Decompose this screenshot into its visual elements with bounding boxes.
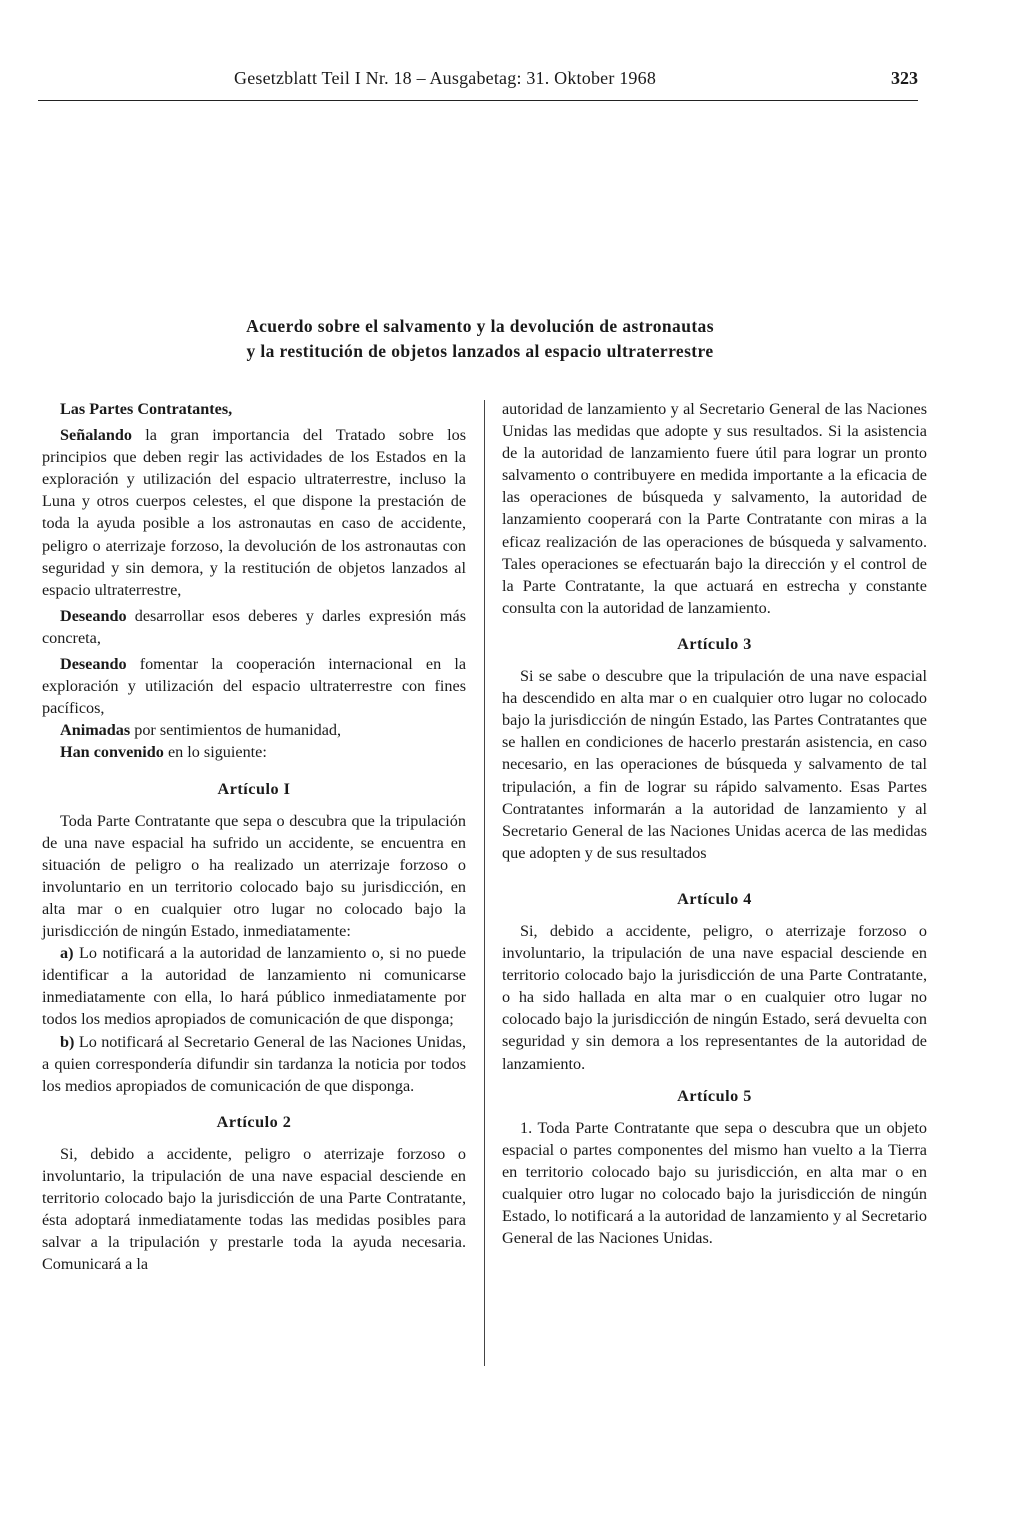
recital-4-label: Animadas bbox=[60, 721, 131, 740]
title-line-1: Acuerdo sobre el salvamento y la devolución de astronautas bbox=[246, 316, 714, 336]
article-1-text: Toda Parte Contratante que sepa o descubra que la tripulación de una nave espacial ha sufrido un accidente, se encuentra en situación de peligro o ha realizado un aterrizaje forzoso o involuntario en un territorio colocado bajo su jurisdicción, en alta mar o en cualquier otro lugar no colocado bajo la jurisdicción de ningún Estado, inmediatamente: bbox=[42, 811, 466, 941]
recital-3-label: Deseando bbox=[60, 655, 127, 674]
article-1-item-a bbox=[42, 942, 466, 1030]
column-divider bbox=[484, 400, 485, 1366]
recital-3-text: fomentar la cooperación internacional en la exploración y utilización del espacio ultraterrestre con fines pacíficos, bbox=[42, 655, 467, 718]
item-b-label: b) bbox=[60, 1032, 75, 1051]
article-3-text: Si se sabe o descubre que la tripulación de una nave espacial ha descendido en alta mar o en cualquier otro lugar no colocado bajo la jurisdicción de ningún Estado, las Partes Contratantes que se hallen en condiciones de hacerlo prestarán asistencia, en caso necesario, en las operaciones de búsqueda y salvamento de tal tripulación, a fin de lograr su rápido salvamento. Esas Partes Contratantes informarán a la autoridad de lanzamiento y al Secretario General de las Naciones Unidas acerca de las medidas que adopten y de sus resultados bbox=[502, 667, 927, 862]
contracting-parties: Las Partes Contratantes, bbox=[60, 400, 233, 418]
article-4-heading: Artículo 4 bbox=[677, 889, 752, 908]
recital-2-text: desarrollar esos deberes y darles expresión más concreta, bbox=[42, 606, 466, 647]
recital-5-label: Han convenido bbox=[60, 743, 164, 762]
recital-1-text: la gran importancia del Tratado sobre los principios que deben regir las actividades de los Estados en la exploración y utilización del espacio ultraterrestre, incluso la Luna y otros cuerpos celestes, el que dispone la prestación de toda la ayuda posible a los astronautas en caso de accidente, peligro o aterrizaje forzoso, la devolución de los astronautas con seguridad y sin demora, y la restitución de objetos lanzados al espacio ultraterrestre, bbox=[42, 426, 466, 599]
recital-2-label: Deseando bbox=[60, 606, 127, 625]
recital-4-text: por sentimientos de humanidad, bbox=[134, 721, 342, 740]
recital-2 bbox=[42, 605, 466, 649]
running-title: Gesetzblatt Teil I Nr. 18 – Ausgabetag: 31. Oktober 1968 bbox=[234, 68, 657, 88]
right-column bbox=[502, 398, 927, 1249]
article-1-item-b bbox=[42, 1031, 466, 1097]
left-column bbox=[42, 398, 466, 1275]
article-3-heading: Artículo 3 bbox=[677, 634, 752, 653]
page-number: 323 bbox=[891, 68, 918, 88]
article-4-text: Si, debido a accidente, peligro, o aterrizaje forzoso o involuntario, la tripulación de una nave espacial desciende en territorio colocado bajo la jurisdicción de una Parte Contratante, o ha sido hallada en alta mar o en cualquier otro lugar no colocado bajo la jurisdicción de ningún Estado, será devuelta con seguridad y sin demora a los representantes de la autoridad de lanzamiento. bbox=[502, 921, 927, 1073]
article-2-heading: Artículo 2 bbox=[216, 1112, 292, 1131]
article-2-continued: autoridad de lanzamiento y al Secretario General de las Naciones Unidas las medidas que adopte y sus resultados. Si la asistencia de la autoridad de lanzamiento fuere útil para lograr un pronto salvamento o contribuyere en medida importante a la eficacia de las operaciones de búsqueda y salvamento, la autoridad de lanzamiento cooperará con la Parte Contratante con miras a la eficaz realización de las operaciones de búsqueda y salvamento. Tales operaciones se efectuarán bajo la dirección y el control de la Parte Contratante, la que actuará en estrecha y constante consulta con la autoridad de lanzamiento. bbox=[502, 400, 927, 617]
item-a-label: a) bbox=[60, 944, 74, 963]
page-header bbox=[38, 66, 918, 101]
recital-4 bbox=[42, 719, 466, 741]
article-1-heading: Artículo I bbox=[217, 779, 291, 798]
item-a-text: Lo notificará a la autoridad de lanzamiento o, si no puede identificar a la autoridad de lanzamiento ni comunicarse inmediatamente con ella, lo hará público inmediatamente por todos los medios apropiados de comunicación de que disponga; bbox=[42, 944, 467, 1029]
recital-5 bbox=[42, 741, 466, 763]
item-b-text: Lo notificará al Secretario General de las Naciones Unidas, a quien correspondería difundir sin tardanza la noticia por todos los medios apropiados de comunicación de que disponga. bbox=[42, 1032, 467, 1095]
article-2-text: Si, debido a accidente, peligro o aterrizaje forzoso o involuntario, la tripulación de una nave espacial desciende en territorio colocado bajo la jurisdicción de una Parte Contratante, ésta adoptará inmediatamente todas las medidas posibles para salvar a la tripulación y prestarle toda la ayuda necesaria. Comunicará a la bbox=[42, 1144, 466, 1274]
recital-3 bbox=[42, 653, 466, 719]
article-5-heading: Artículo 5 bbox=[677, 1086, 752, 1105]
document-title bbox=[180, 314, 780, 364]
recital-1-label: Señalando bbox=[60, 426, 132, 445]
recital-1 bbox=[42, 424, 466, 601]
title-line-2: y la restitución de objetos lanzados al espacio ultraterrestre bbox=[246, 341, 714, 361]
recital-5-text: en lo siguiente: bbox=[167, 743, 267, 762]
article-5-text: 1. Toda Parte Contratante que sepa o descubra que un objeto espacial o partes componentes del mismo han vuelto a la Tierra en territorio colocado bajo su jurisdicción, en alta mar o en cualquier otro lugar no colocado bajo la jurisdicción de ningún Estado, lo notificará a la autoridad de lanzamiento y al Secretario General de las Naciones Unidas. bbox=[502, 1118, 927, 1248]
